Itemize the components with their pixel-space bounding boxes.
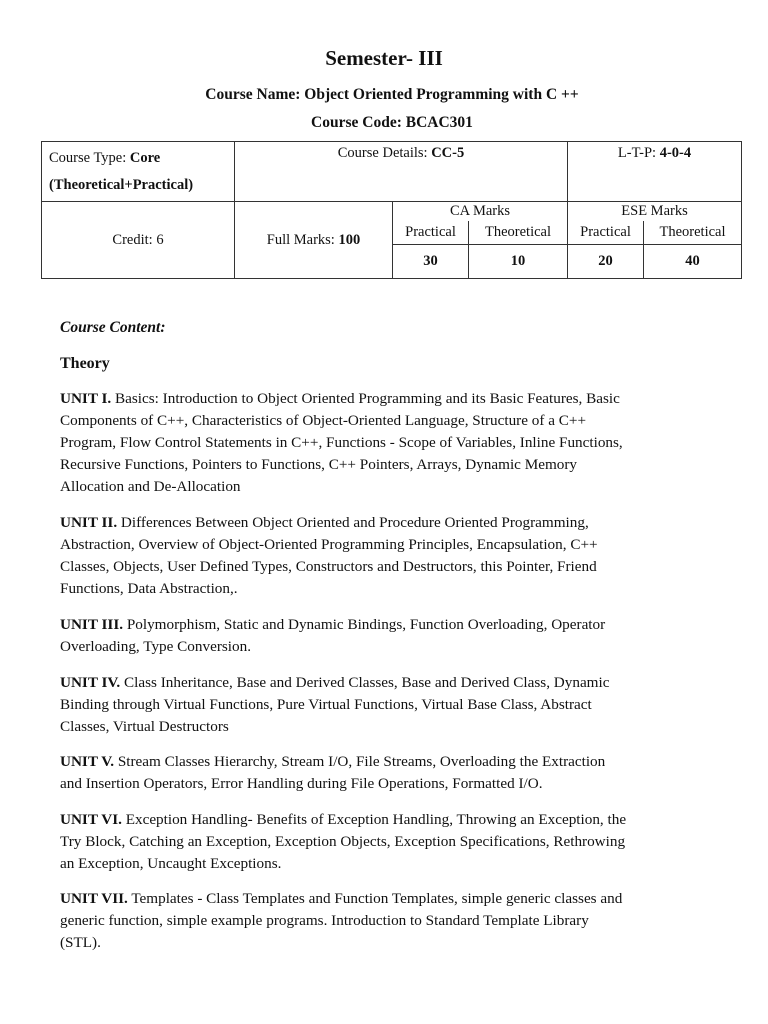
ca-practical-header: Practical — [393, 221, 469, 244]
unit-line: Abstraction, Overview of Object-Oriented Programming Principles, Encapsulation, C++ — [60, 536, 598, 553]
table-row — [42, 142, 742, 202]
unit-line: Polymorphism, Static and Dynamic Bindings, Function Overloading, Operator — [123, 616, 606, 633]
course-type-value: Core — [129, 150, 161, 166]
unit-heading: UNIT I. — [60, 390, 112, 407]
unit-line: Overloading, Type Conversion. — [60, 638, 251, 655]
unit-line: Exception Handling- Benefits of Exception Handling, Throwing an Exception, the — [121, 811, 627, 828]
ltp-value: 4-0-4 — [659, 145, 692, 161]
ltp-label: L-T-P: — [617, 145, 660, 161]
course-type-sub: (Theoretical+Practical) — [49, 177, 194, 193]
unit-line: Allocation and De-Allocation — [60, 478, 241, 495]
course-info-table — [41, 141, 742, 279]
full-marks-label: Full Marks: — [266, 231, 339, 248]
full-marks-value: 100 — [338, 231, 361, 248]
unit-line: Recursive Functions, Pointers to Functions, C++ Pointers, Arrays, Dynamic Memory — [60, 456, 578, 473]
ese-theoretical-marks: 40 — [644, 244, 742, 278]
unit-heading: UNIT III. — [60, 616, 124, 633]
unit-1 — [60, 388, 740, 498]
table-row — [42, 202, 742, 221]
ese-practical-header: Practical — [568, 221, 644, 244]
unit-heading: UNIT IV. — [60, 674, 121, 691]
theory-label: Theory — [60, 355, 110, 372]
course-details-label: Course Details: — [337, 145, 432, 161]
ese-marks-header: ESE Marks — [568, 202, 742, 221]
credit-cell: Credit: 6 — [42, 202, 235, 279]
unit-heading: UNIT VI. — [60, 811, 122, 828]
course-details-cell — [235, 142, 568, 202]
unit-line: Basics: Introduction to Object Oriented Programming and its Basic Features, Basic — [111, 390, 620, 407]
unit-4 — [60, 672, 740, 738]
course-name: Course Name: Object Oriented Programming with C ++ — [205, 86, 579, 103]
unit-line: Functions, Data Abstraction,. — [60, 580, 238, 597]
semester-title: Semester- III — [325, 46, 443, 70]
ese-theoretical-header: Theoretical — [644, 221, 742, 244]
unit-line: Try Block, Catching an Exception, Exception Objects, Exception Specifications, Rethrowing — [60, 833, 626, 850]
course-type-cell — [42, 142, 235, 202]
unit-line: Binding through Virtual Functions, Pure Virtual Functions, Virtual Base Class, Abstract — [60, 696, 592, 713]
unit-line: and Insertion Operators, Error Handling during File Operations, Formatted I/O. — [60, 775, 543, 792]
unit-line: Templates - Class Templates and Function Templates, simple generic classes and — [127, 890, 623, 907]
unit-line: Classes, Virtual Destructors — [60, 718, 229, 735]
unit-3 — [60, 614, 740, 658]
unit-heading: UNIT V. — [60, 753, 115, 770]
ltp-cell — [568, 142, 742, 202]
unit-line: Differences Between Object Oriented and Procedure Oriented Programming, — [117, 514, 589, 531]
full-marks-cell — [235, 202, 393, 279]
ca-practical-marks: 30 — [393, 244, 469, 278]
unit-line: (STL). — [60, 934, 101, 951]
course-content-label: Course Content: — [60, 319, 166, 336]
unit-7 — [60, 888, 740, 954]
unit-line: Class Inheritance, Base and Derived Classes, Base and Derived Class, Dynamic — [120, 674, 610, 691]
ca-theoretical-header: Theoretical — [469, 221, 568, 244]
ca-marks-header: CA Marks — [393, 202, 568, 221]
unit-line: Classes, Objects, User Defined Types, Constructors and Destructors, this Pointer, Friend — [60, 558, 597, 575]
ese-practical-marks: 20 — [568, 244, 644, 278]
unit-line: Stream Classes Hierarchy, Stream I/O, File Streams, Overloading the Extraction — [114, 753, 606, 770]
unit-line: an Exception, Uncaught Exceptions. — [60, 855, 282, 872]
course-type-label: Course Type: — [49, 150, 130, 166]
ca-theoretical-marks: 10 — [469, 244, 568, 278]
unit-6 — [60, 809, 740, 875]
unit-5 — [60, 751, 740, 795]
course-details-value: CC-5 — [431, 145, 465, 161]
unit-heading: UNIT VII. — [60, 890, 128, 907]
unit-line: Components of C++, Characteristics of Object-Oriented Language, Structure of a C++ — [60, 412, 587, 429]
unit-line: generic function, simple example programs. Introduction to Standard Template Library — [60, 912, 589, 929]
course-code: Course Code: BCAC301 — [311, 114, 473, 131]
unit-2 — [60, 512, 740, 600]
unit-line: Program, Flow Control Statements in C++, Functions - Scope of Variables, Inline Functions, — [60, 434, 623, 451]
unit-heading: UNIT II. — [60, 514, 118, 531]
